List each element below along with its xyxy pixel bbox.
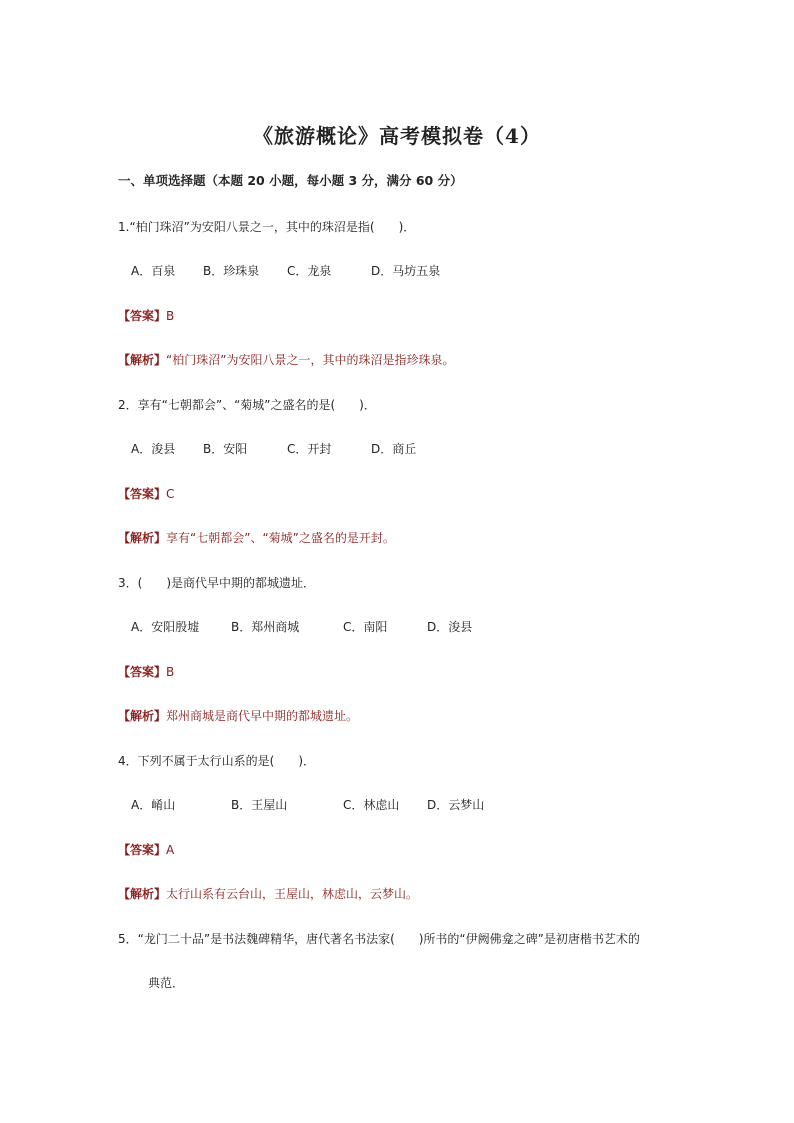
option-d: D．浚县 xyxy=(427,620,473,634)
option-b: B．安阳 xyxy=(203,442,248,456)
explanation-text: 太行山系有云台山，王屋山，林虑山，云梦山。 xyxy=(166,887,419,901)
question-5-stem-continued: 典范． xyxy=(148,976,185,990)
explanation-label: 【解析】 xyxy=(118,887,167,901)
answer-label: 【答案】 xyxy=(118,309,167,323)
question-1-stem: 1.“柏门珠沼”为安阳八景之一，其中的珠沼是指( )． xyxy=(118,220,416,234)
option-a: A．安阳殷墟 xyxy=(131,620,200,634)
option-c: C．林虑山 xyxy=(343,798,400,812)
answer-value: B xyxy=(166,309,175,323)
option-d: D．商丘 xyxy=(371,442,417,456)
option-c: C．开封 xyxy=(287,442,332,456)
question-3-explanation xyxy=(118,707,358,724)
option-b: B．郑州商城 xyxy=(231,620,300,634)
section-heading: 一、单项选择题（本题 20 小题，每小题 3 分，满分 60 分） xyxy=(118,173,463,188)
question-3-stem: 3．( )是商代早中期的都城遗址． xyxy=(118,576,315,590)
page-title: 《旅游概论》高考模拟卷（4） xyxy=(253,124,541,148)
option-b: B．王屋山 xyxy=(231,798,288,812)
option-b: B．珍珠泉 xyxy=(203,264,260,278)
explanation-text: 享有“七朝都会”、“菊城”之盛名的是开封。 xyxy=(166,531,395,545)
question-2-stem: 2．享有“七朝都会”、“菊城”之盛名的是( )． xyxy=(118,398,376,412)
explanation-text: “柏门珠沼”为安阳八景之一，其中的珠沼是指珍珠泉。 xyxy=(166,353,455,367)
option-c: C．南阳 xyxy=(343,620,388,634)
question-5-stem: 5．“龙门二十品”是书法魏碑精华，唐代著名书法家( )所书的“伊阙佛龛之碑”是初唐楷书艺术的 xyxy=(118,932,640,946)
question-2-options xyxy=(131,440,631,456)
question-4-answer xyxy=(118,841,174,858)
option-c: C．龙泉 xyxy=(287,264,332,278)
answer-value: C xyxy=(166,487,175,501)
option-a: A．浚县 xyxy=(131,442,176,456)
question-4-stem: 4．下列不属于太行山系的是( )． xyxy=(118,754,315,768)
option-a: A．百泉 xyxy=(131,264,176,278)
question-2-answer xyxy=(118,485,174,502)
question-4-explanation xyxy=(118,885,418,902)
answer-value: A xyxy=(166,843,175,857)
option-a: A．崤山 xyxy=(131,798,176,812)
option-d: D．云梦山 xyxy=(427,798,485,812)
explanation-label: 【解析】 xyxy=(118,531,167,545)
answer-label: 【答案】 xyxy=(118,487,167,501)
question-3-answer xyxy=(118,663,174,680)
explanation-label: 【解析】 xyxy=(118,353,167,367)
explanation-text: 郑州商城是商代早中期的都城遗址。 xyxy=(166,709,359,723)
question-2-explanation xyxy=(118,529,395,546)
answer-value: B xyxy=(166,665,175,679)
question-1-explanation xyxy=(118,351,454,368)
explanation-label: 【解析】 xyxy=(118,709,167,723)
answer-label: 【答案】 xyxy=(118,843,167,857)
answer-label: 【答案】 xyxy=(118,665,167,679)
question-4-options xyxy=(131,796,631,812)
question-1-options xyxy=(131,262,631,278)
question-1-answer xyxy=(118,307,174,324)
option-d: D．马坊五泉 xyxy=(371,264,441,278)
question-3-options xyxy=(131,618,631,634)
